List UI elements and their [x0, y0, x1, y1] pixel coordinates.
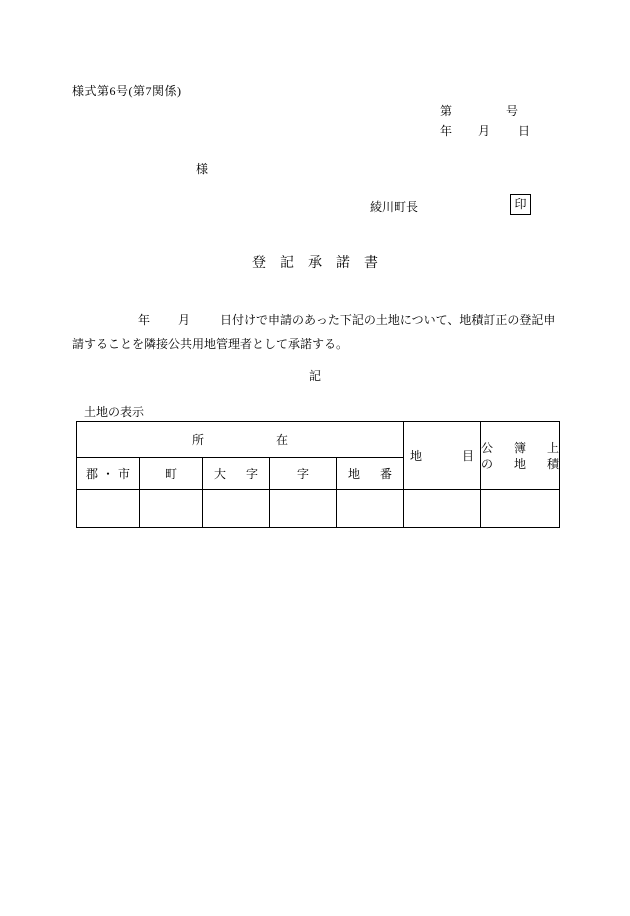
body-month-label: 月 [178, 313, 191, 327]
cell-koubo[interactable] [481, 490, 560, 528]
body-paragraph [72, 308, 558, 356]
body-year-label: 年 [138, 313, 151, 327]
table-row [77, 490, 560, 528]
document-number-line [440, 102, 518, 119]
header-koubo-1a: 公 [481, 440, 494, 455]
header-koubo-line1 [481, 440, 559, 456]
header-chimoku-b: 目 [461, 449, 474, 463]
header-gun-shi: 郡・市 [77, 458, 140, 490]
header-cho: 町 [140, 458, 203, 490]
cell-aza[interactable] [270, 490, 337, 528]
cell-cho[interactable] [140, 490, 203, 528]
header-ooaza: 大 字 [203, 458, 270, 490]
body-text-line2: 請することを隣接公共用地管理者として承諾する。 [72, 337, 349, 351]
header-shozai: 所 在 [77, 422, 404, 458]
page-title: 登記承諾書 [252, 256, 392, 271]
header-chimoku [404, 422, 481, 490]
land-description-table [76, 421, 560, 528]
addressee-honorific: 様 [196, 162, 209, 176]
number-label: 第 [440, 104, 453, 118]
header-chiban: 地 番 [337, 458, 404, 490]
header-aza: 字 [270, 458, 337, 490]
cell-ooaza[interactable] [203, 490, 270, 528]
header-chimoku-a: 地 [410, 449, 423, 463]
header-koubo-2b: 地 [513, 456, 526, 471]
header-koubo [481, 422, 560, 490]
cell-chimoku[interactable] [404, 490, 481, 528]
issuer-name: 綾川町長 [370, 200, 419, 214]
body-text-line1: 日付けで申請のあった下記の土地について、地積訂正の登記申 [220, 313, 556, 327]
cell-chiban[interactable] [337, 490, 404, 528]
table-header-row-1 [77, 422, 560, 458]
header-koubo-line2 [481, 456, 559, 472]
cell-gun-shi[interactable] [77, 490, 140, 528]
ki-marker: 記 [308, 369, 321, 383]
document-date-line [440, 122, 530, 139]
seal-stamp-box: 印 [510, 194, 531, 215]
header-chimoku-inner [404, 447, 480, 464]
number-unit: 号 [506, 104, 519, 118]
header-koubo-1b: 簿 [513, 440, 526, 455]
date-year-label: 年 [440, 124, 453, 138]
date-day-label: 日 [518, 124, 531, 138]
date-month-label: 月 [478, 124, 491, 138]
table-caption: 土地の表示 [84, 405, 145, 419]
header-koubo-2a: の [481, 456, 494, 471]
header-koubo-1c: 上 [546, 440, 559, 455]
form-number: 様式第6号(第7関係) [72, 84, 182, 98]
header-koubo-2c: 積 [546, 456, 559, 471]
